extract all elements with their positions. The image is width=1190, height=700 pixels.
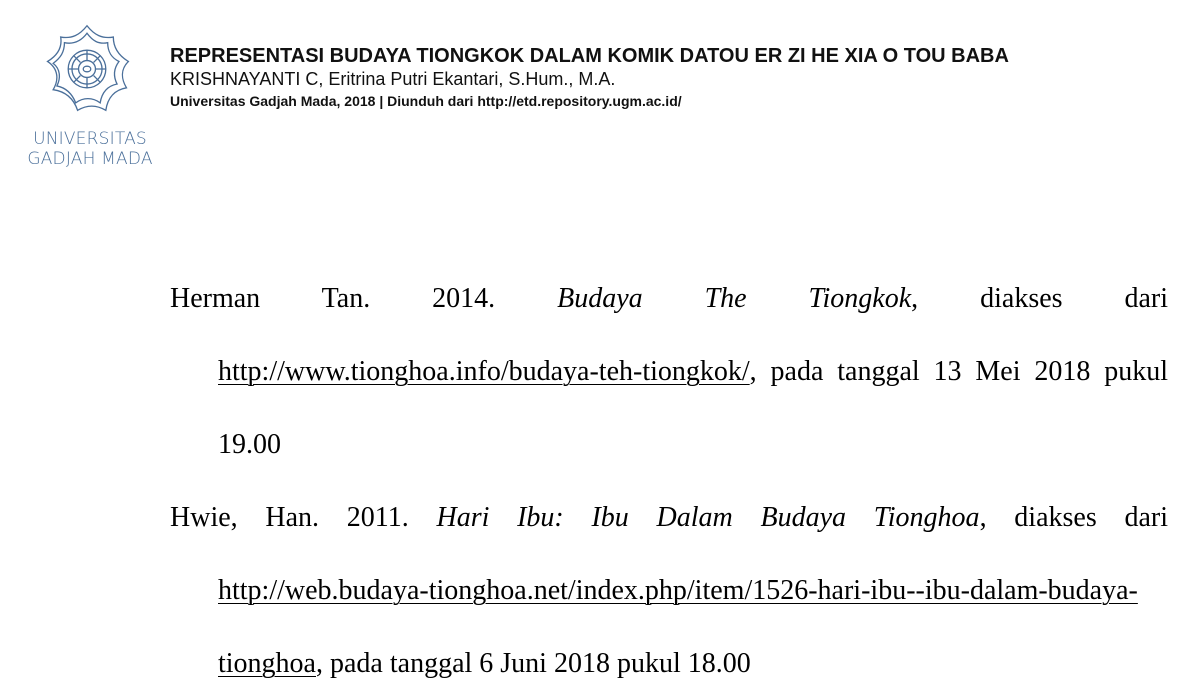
logo-text-line1: UNIVERSITAS [33,129,147,149]
reference-access-suffix: , pada tanggal 13 Mei 2018 pukul 19.00 [218,356,1168,460]
reference-url-link[interactable]: http://web.budaya-tionghoa.net/index.php/item/1526-hari-ibu--ibu-dalam-budaya-tionghoa [218,575,1138,679]
logo-text-line2: GADJAH MADA [27,149,153,169]
document-authors: KRISHNAYANTI C, Eritrina Putri Ekantari, S.Hum., M.A. [170,69,616,89]
document-title: REPRESENTASI BUDAYA TIONGKOK DALAM KOMIK DATOU ER ZI HE XIA O TOU BABA [170,45,1009,67]
reference-author-year: Hwie, Han. 2011. [170,502,409,533]
reference-title: Budaya The Tiongkok [557,283,912,314]
document-source: Universitas Gadjah Mada, 2018 | Diunduh dari http://etd.repository.ugm.ac.id/ [170,93,682,109]
reference-title: Hari Ibu: Ibu Dalam Budaya Tionghoa [436,502,980,533]
reference-access-prefix: , diakses dari [911,283,1169,314]
reference-entry [170,481,1168,700]
document-meta [170,44,1170,112]
reference-url-link[interactable]: http://www.tionghoa.info/budaya-teh-tiongkok/ [218,356,750,387]
reference-entry [170,262,1168,481]
reference-author-year: Herman Tan. 2014. [170,283,496,314]
document-header [0,0,1190,180]
reference-list [170,262,1168,700]
ugm-emblem-icon [40,22,134,116]
university-logo [16,22,164,172]
reference-access-prefix: , diakses dari [979,502,1168,533]
reference-access-suffix: , pada tanggal 6 Juni 2018 pukul 18.00 [316,648,751,679]
